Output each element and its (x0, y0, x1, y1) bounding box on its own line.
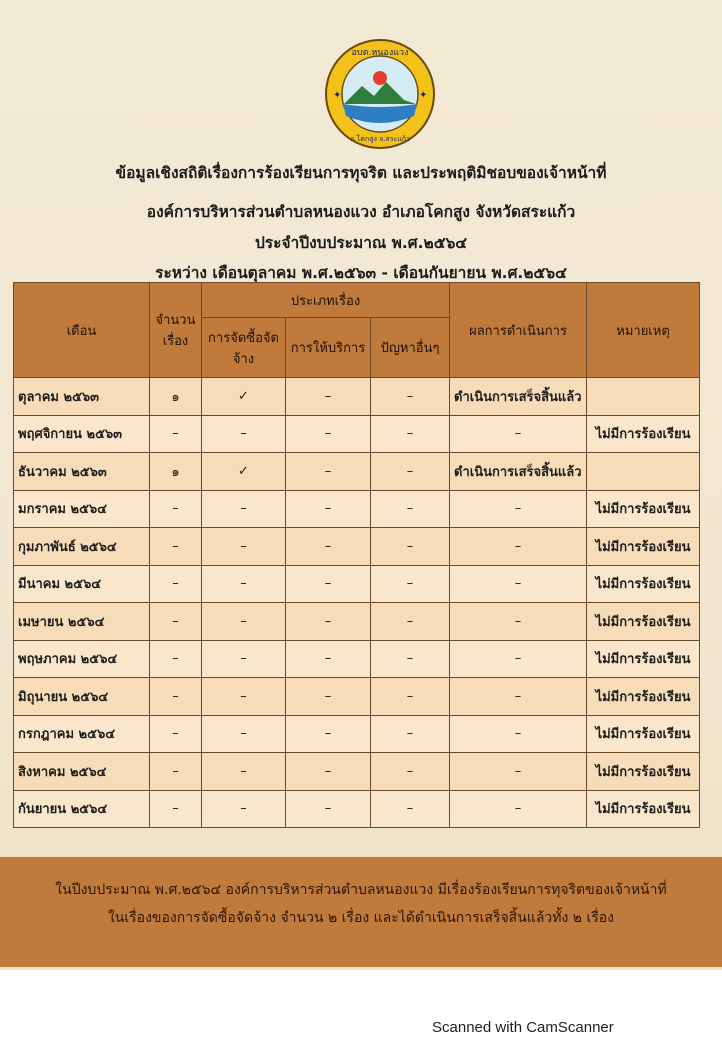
row-month: กรกฎาคม ๒๕๖๔ (14, 715, 150, 753)
row-other: – (371, 528, 450, 566)
row-month: ธันวาคม ๒๕๖๓ (14, 453, 150, 491)
row-procurement: – (202, 753, 286, 791)
table-row (14, 715, 700, 753)
row-count: – (150, 565, 202, 603)
row-result: – (450, 565, 587, 603)
row-procurement: ✓ (202, 378, 286, 416)
header-service: การให้บริการ (286, 318, 371, 378)
row-procurement: – (202, 715, 286, 753)
row-procurement: – (202, 415, 286, 453)
row-procurement: – (202, 790, 286, 828)
row-service: – (286, 378, 371, 416)
row-service: – (286, 565, 371, 603)
row-count: – (150, 640, 202, 678)
row-result: – (450, 640, 587, 678)
header-count: จำนวนเรื่อง (150, 283, 202, 378)
table-row (14, 415, 700, 453)
row-remark: ไม่มีการร้องเรียน (587, 753, 700, 791)
row-other: – (371, 565, 450, 603)
row-service: – (286, 715, 371, 753)
row-remark: ไม่มีการร้องเรียน (587, 528, 700, 566)
organization-seal-logo (324, 38, 436, 150)
row-service: – (286, 678, 371, 716)
document-title-line-2: องค์การบริหารส่วนตำบลหนองแวง อำเภอโคกสูง จังหวัดสระแก้ว (146, 203, 576, 221)
header-other: ปัญหาอื่นๆ (371, 318, 450, 378)
row-remark (587, 453, 700, 491)
row-month: พฤศจิกายน ๒๕๖๓ (14, 415, 150, 453)
row-count: – (150, 528, 202, 566)
row-count: – (150, 603, 202, 641)
table-row (14, 490, 700, 528)
row-service: – (286, 603, 371, 641)
row-month: สิงหาคม ๒๕๖๔ (14, 753, 150, 791)
row-other: – (371, 678, 450, 716)
table-row (14, 678, 700, 716)
row-procurement: ✓ (202, 453, 286, 491)
table-row (14, 453, 700, 491)
header-remark: หมายเหตุ (587, 283, 700, 378)
row-month: กันยายน ๒๕๖๔ (14, 790, 150, 828)
row-other: – (371, 790, 450, 828)
row-procurement: – (202, 640, 286, 678)
complaint-statistics-table (13, 282, 700, 828)
table-row (14, 378, 700, 416)
row-procurement: – (202, 565, 286, 603)
summary-line-1: ในปีงบประมาณ พ.ศ.๒๕๖๔ องค์การบริหารส่วนตำบลหนองแวง มีเรื่องร้องเรียนการทุจริตของเจ้าหน้าที่ (55, 882, 667, 898)
table-row (14, 640, 700, 678)
row-other: – (371, 415, 450, 453)
row-count: – (150, 753, 202, 791)
row-service: – (286, 640, 371, 678)
row-other: – (371, 640, 450, 678)
row-result: – (450, 603, 587, 641)
row-month: เมษายน ๒๕๖๔ (14, 603, 150, 641)
row-service: – (286, 453, 371, 491)
header-result: ผลการดำเนินการ (450, 283, 587, 378)
row-result: – (450, 490, 587, 528)
row-result: – (450, 528, 587, 566)
row-count: ๑ (150, 453, 202, 491)
table-row (14, 565, 700, 603)
summary-line-2: ในเรื่องของการจัดซื้อจัดจ้าง จำนวน ๒ เรื่อง และได้ดำเนินการเสร็จสิ้นแล้วทั้ง ๒ เรื่อง (107, 910, 615, 926)
row-other: – (371, 490, 450, 528)
row-result: – (450, 790, 587, 828)
table-row (14, 753, 700, 791)
summary-band (0, 857, 722, 967)
row-service: – (286, 490, 371, 528)
row-service: – (286, 528, 371, 566)
row-remark: ไม่มีการร้องเรียน (587, 790, 700, 828)
row-count: ๑ (150, 378, 202, 416)
table-row (14, 528, 700, 566)
row-result: – (450, 678, 587, 716)
document-title-line-4: ระหว่าง เดือนตุลาคม พ.ศ.๒๕๖๓ - เดือนกันยายน พ.ศ.๒๕๖๔ (155, 264, 567, 282)
row-other: – (371, 753, 450, 791)
row-remark: ไม่มีการร้องเรียน (587, 565, 700, 603)
svg-text:อบต.หนองแวง: อบต.หนองแวง (351, 48, 409, 58)
header-type-group: ประเภทเรื่อง (202, 283, 450, 318)
table-row (14, 790, 700, 828)
camscanner-watermark: Scanned with CamScanner (432, 1019, 614, 1036)
document-title-line-3: ประจำปีงบประมาณ พ.ศ.๒๕๖๔ (254, 234, 468, 252)
row-remark: ไม่มีการร้องเรียน (587, 640, 700, 678)
table-row (14, 603, 700, 641)
row-result: – (450, 753, 587, 791)
row-month: มกราคม ๒๕๖๔ (14, 490, 150, 528)
row-remark: ไม่มีการร้องเรียน (587, 715, 700, 753)
row-remark: ไม่มีการร้องเรียน (587, 415, 700, 453)
header-procurement: การจัดซื้อจัดจ้าง (202, 318, 286, 378)
row-remark: ไม่มีการร้องเรียน (587, 603, 700, 641)
row-service: – (286, 753, 371, 791)
row-other: – (371, 715, 450, 753)
row-remark: ไม่มีการร้องเรียน (587, 490, 700, 528)
row-procurement: – (202, 490, 286, 528)
row-count: – (150, 490, 202, 528)
row-service: – (286, 790, 371, 828)
row-month: มิถุนายน ๒๕๖๔ (14, 678, 150, 716)
row-procurement: – (202, 528, 286, 566)
row-other: – (371, 603, 450, 641)
row-other: – (371, 378, 450, 416)
row-month: พฤษภาคม ๒๕๖๔ (14, 640, 150, 678)
row-result: – (450, 415, 587, 453)
row-month: กุมภาพันธ์ ๒๕๖๔ (14, 528, 150, 566)
row-count: – (150, 415, 202, 453)
row-procurement: – (202, 678, 286, 716)
svg-text:อ.โคกสูง จ.สระแก้ว: อ.โคกสูง จ.สระแก้ว (350, 135, 410, 143)
document-title-line-1: ข้อมูลเชิงสถิติเรื่องการร้องเรียนการทุจริต และประพฤติมิชอบของเจ้าหน้าที่ (115, 164, 607, 182)
header-month: เดือน (14, 283, 150, 378)
row-result: ดำเนินการเสร็จสิ้นแล้ว (450, 453, 587, 491)
row-month: ตุลาคม ๒๕๖๓ (14, 378, 150, 416)
row-remark: ไม่มีการร้องเรียน (587, 678, 700, 716)
svg-text:✦: ✦ (419, 90, 428, 101)
row-other: – (371, 453, 450, 491)
row-result: ดำเนินการเสร็จสิ้นแล้ว (450, 378, 587, 416)
row-procurement: – (202, 603, 286, 641)
row-remark (587, 378, 700, 416)
row-service: – (286, 415, 371, 453)
row-count: – (150, 678, 202, 716)
row-result: – (450, 715, 587, 753)
svg-text:✦: ✦ (333, 90, 342, 101)
row-month: มีนาคม ๒๕๖๔ (14, 565, 150, 603)
row-count: – (150, 790, 202, 828)
row-count: – (150, 715, 202, 753)
